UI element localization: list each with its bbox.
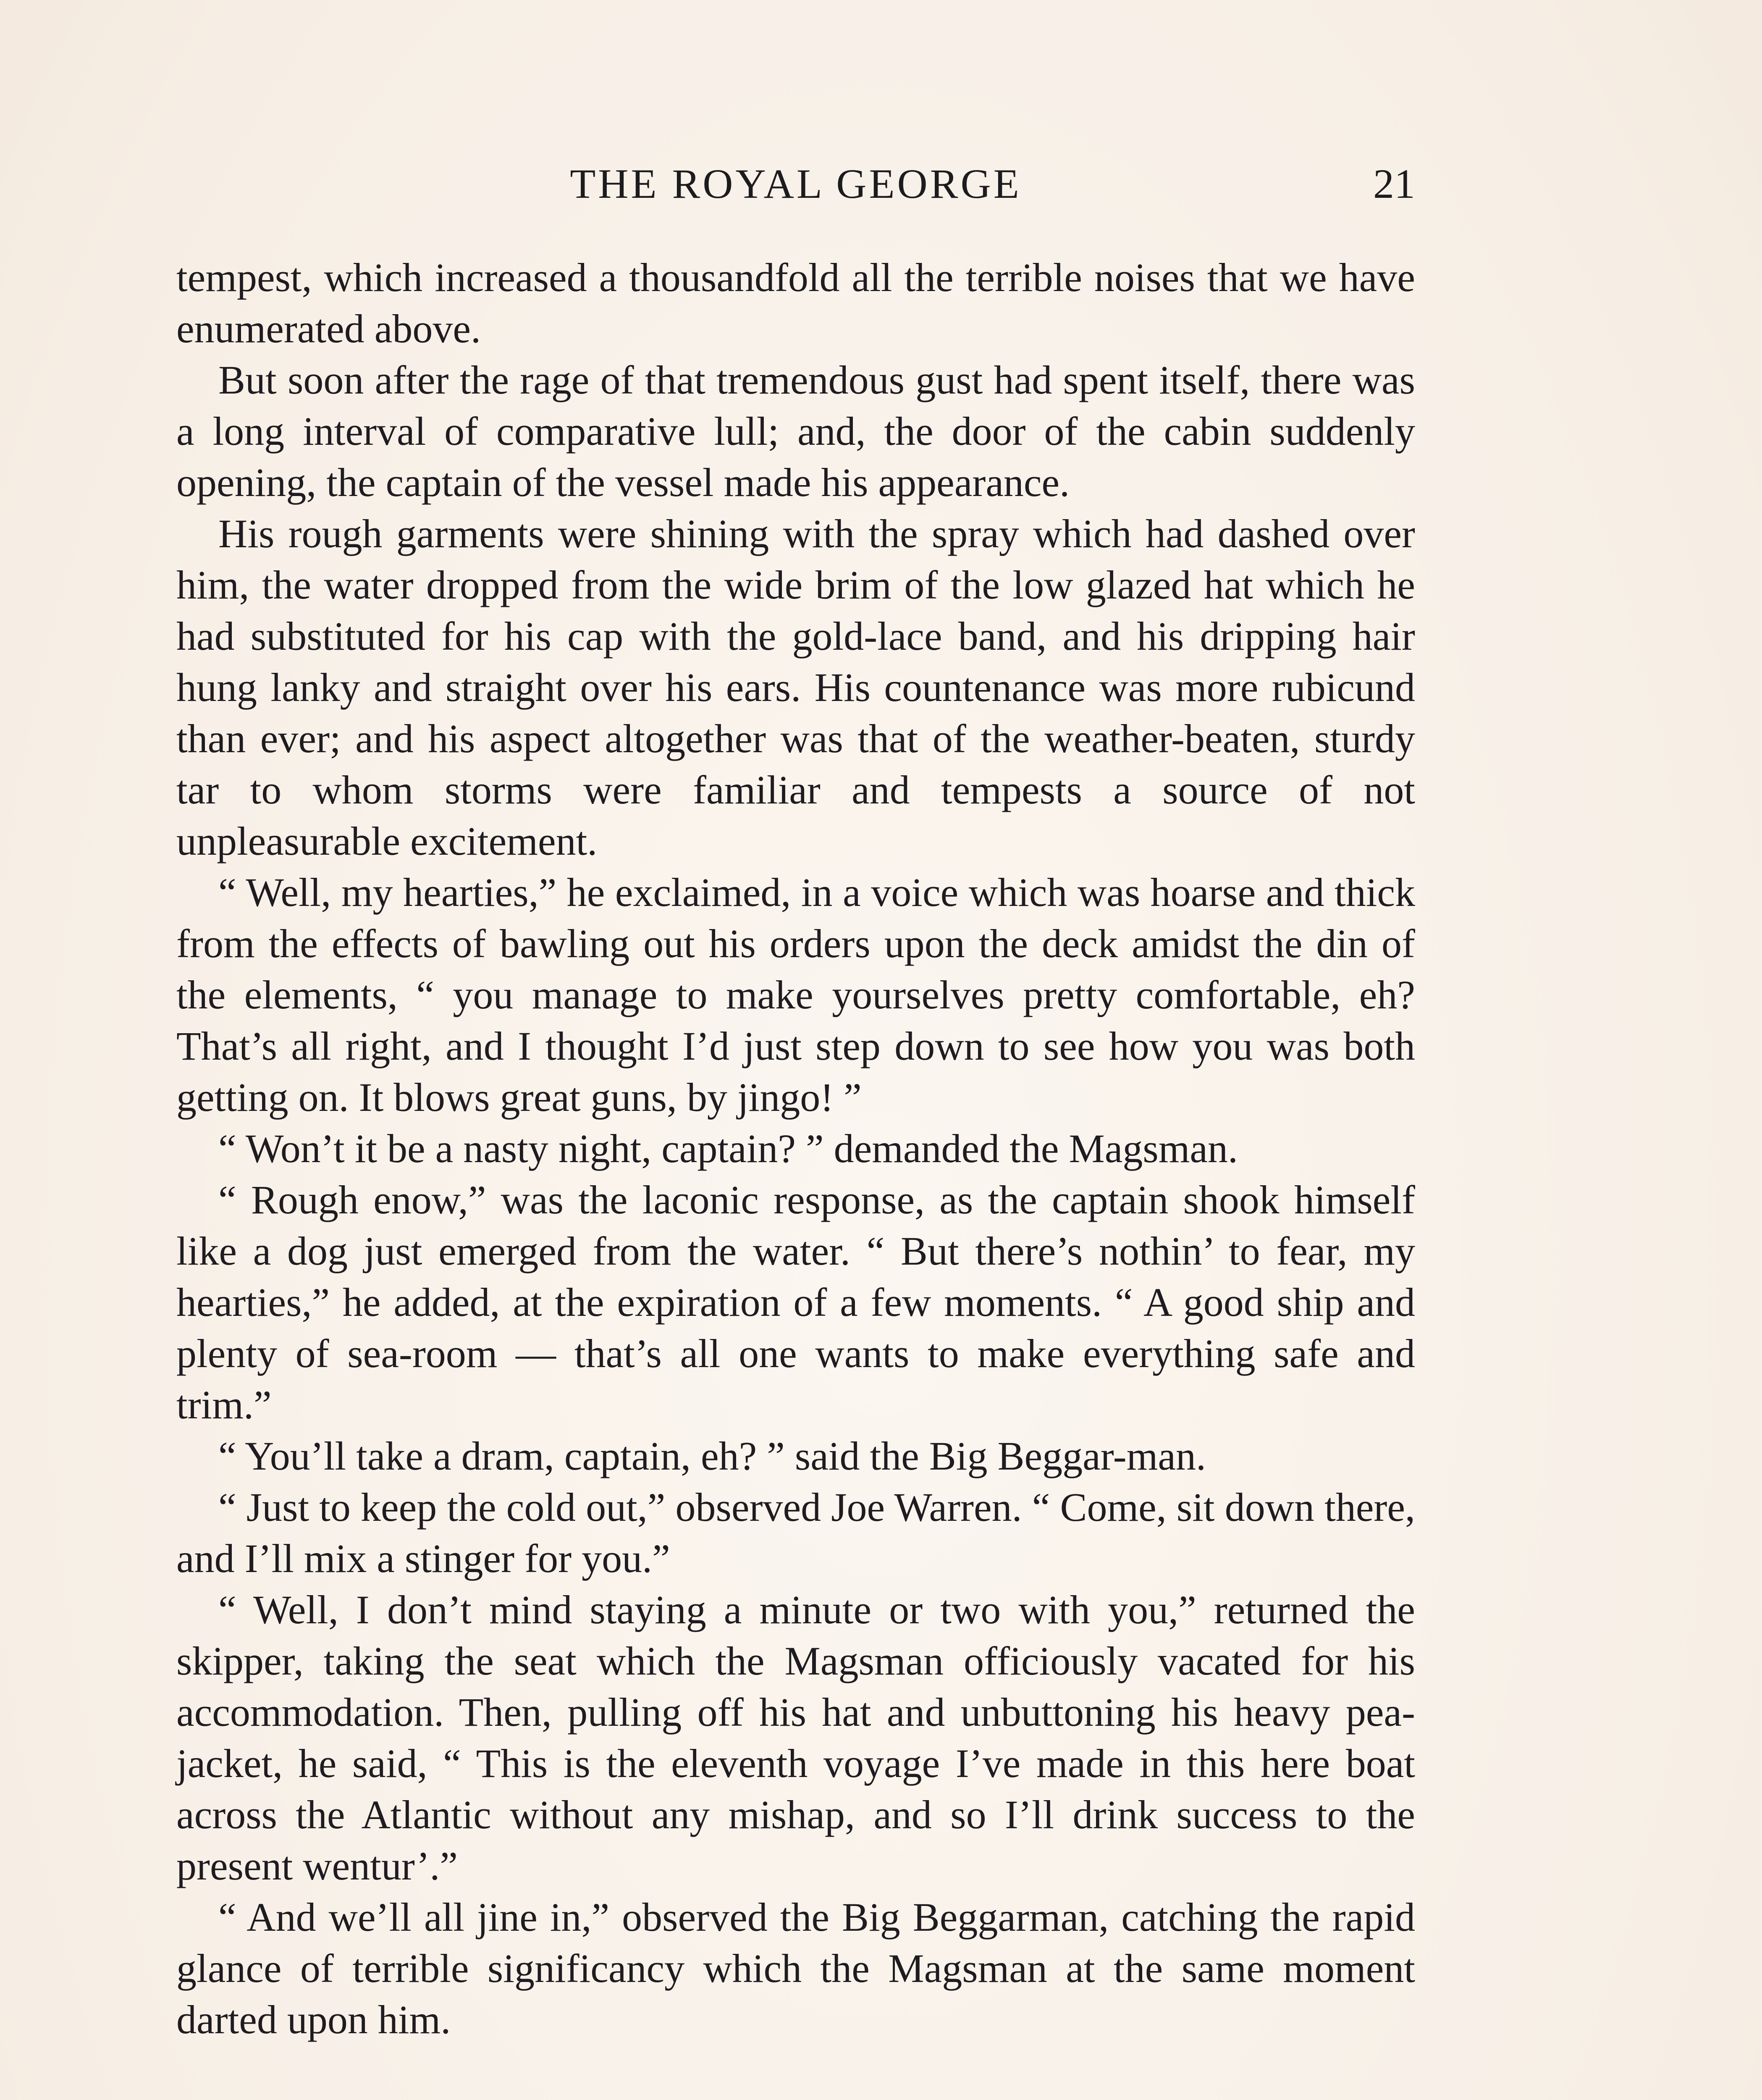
running-head: THE ROYAL GEORGE — [570, 160, 1022, 207]
paragraph: “ Won’t it be a nasty night, captain? ” demanded the Magsman. — [218, 1126, 1238, 1171]
paragraph: “ And we’ll all jine in,” observed the Big Beggarman, catching the rapid glance of terrible significancy which the Magsman at the same moment darted upon him. — [176, 1895, 1415, 2042]
paragraph: “ You’ll take a dram, captain, eh? ” said the Big Beggar-man. — [218, 1433, 1206, 1478]
paragraph: “ Just to keep the cold out,” observed Joe Warren. “ Come, sit down there, and I’ll mix a stinger for you.” — [176, 1485, 1415, 1581]
paragraph: tempest, which increased a thousandfold all the terrible noises that we have enumerated above. — [176, 255, 1415, 351]
paragraph: “ Well, my hearties,” he exclaimed, in a voice which was hoarse and thick from the effects of bawling out his orders upon the deck amidst the din of the elements, “ you manage to make yourselves pretty comfortable, eh? That’s all right, and I thought I’d just step down to see how you was both getting on. It blows great guns, by jingo! ” — [176, 870, 1415, 1120]
page-number: 21 — [1373, 160, 1415, 207]
paragraph: “ Rough enow,” was the laconic response, as the captain shook himself like a dog just emerged from the water. “ But there’s nothin’ to fear, my hearties,” he added, at the expiration of a few moments. “ A good ship and plenty of sea-room — that’s all one wants to make everything safe and trim.” — [176, 1177, 1415, 1427]
paragraph: But soon after the rage of that tremendous gust had spent itself, there was a long interval of comparative lull; and, the door of the cabin suddenly opening, the captain of the vessel made his appearance. — [176, 357, 1415, 505]
body-text — [176, 252, 1415, 2045]
paragraph: His rough garments were shining with the spray which had dashed over him, the water dropped from the wide brim of the low glazed hat which he had substituted for his cap with the gold-lace band, and his dripping hair hung lanky and straight over his ears. His countenance was more rubicund than ever; and his aspect altogether was that of the weather-beaten, sturdy tar to whom storms were familiar and tempests a source of not unpleasurable excitement. — [176, 511, 1415, 864]
page-header — [176, 160, 1415, 218]
paragraph: “ Well, I don’t mind staying a minute or two with you,” returned the skipper, taking the seat which the Magsman officiously vacated for his accommodation. Then, pulling off his hat and unbuttoning his heavy pea-jacket, he said, “ This is the eleventh voyage I’ve made in this here boat across the Atlantic without any mishap, and so I’ll drink success to the present wentur’.” — [176, 1587, 1415, 1888]
